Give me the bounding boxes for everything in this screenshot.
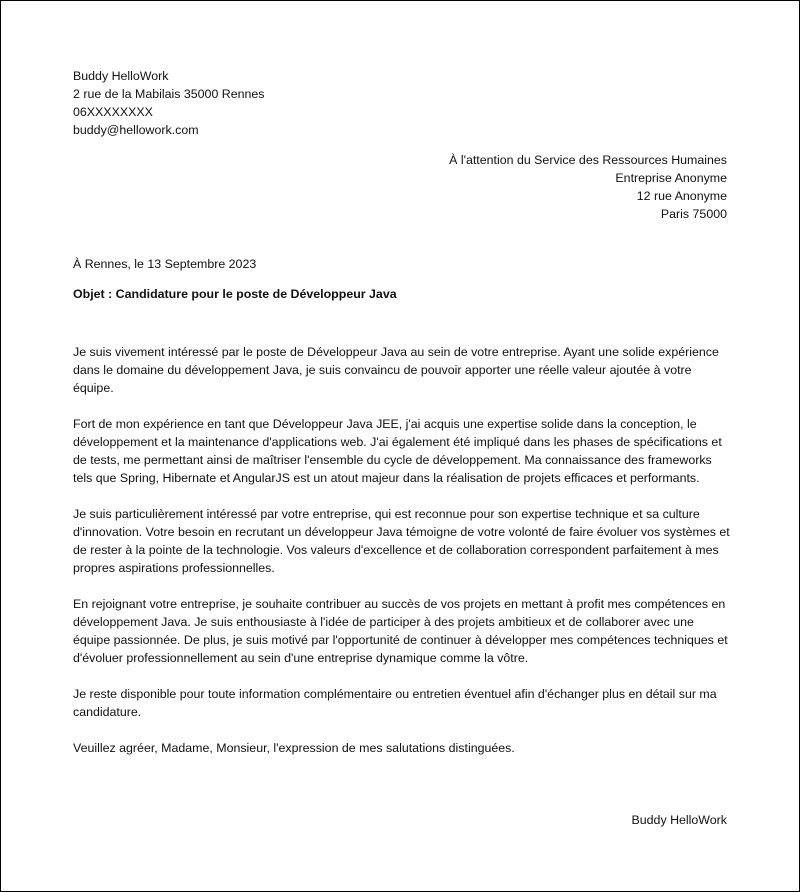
recipient-street: 12 rue Anonyme xyxy=(636,189,727,203)
sender-block xyxy=(73,67,265,139)
recipient-company: Entreprise Anonyme xyxy=(615,171,727,185)
letter-body xyxy=(73,343,733,775)
sender-phone: 06XXXXXXXX xyxy=(73,105,153,119)
body-paragraph-1: Je suis vivement intéressé par le poste de Développeur Java au sein de votre entreprise. Ayant une solide expérience dans le domaine du développement Java, je suis convaincu de pouvoir apporter une réelle valeur ajoutée à votre équipe. xyxy=(73,345,719,395)
signature: Buddy HelloWork xyxy=(631,813,727,827)
recipient-attention: À l'attention du Service des Ressources Humaines xyxy=(449,153,727,167)
sender-address: 2 rue de la Mabilais 35000 Rennes xyxy=(73,87,265,101)
body-paragraph-2: Fort de mon expérience en tant que Développeur Java JEE, j'ai acquis une expertise solide dans la conception, le développement et la maintenance d'applications web. J'ai également été impliqué dans les phases de spécifications et de tests, me permettant ainsi de maîtriser l'ensemble du cycle de développement. Ma connaissance des frameworks tels que Spring, Hibernate et AngularJS est un atout majeur dans la réalisation de projets efficaces et performants. xyxy=(73,417,722,485)
letter-date: À Rennes, le 13 Septembre 2023 xyxy=(73,257,257,271)
body-paragraph-3: Je suis particulièrement intéressé par votre entreprise, qui est reconnue pour son expertise technique et sa culture d'innovation. Votre besoin en recrutant un développeur Java témoigne de votre volonté de faire évoluer vos systèmes et de rester à la pointe de la technologie. Vos valeurs d'excellence et de collaboration correspondent parfaitement à mes propres aspirations professionnelles. xyxy=(73,507,730,575)
recipient-city: Paris 75000 xyxy=(660,207,727,221)
recipient-block xyxy=(449,151,727,223)
closing-formula: Veuillez agréer, Madame, Monsieur, l'expression de mes salutations distinguées. xyxy=(73,741,515,755)
sender-name: Buddy HelloWork xyxy=(73,69,169,83)
sender-email: buddy@hellowork.com xyxy=(73,123,199,137)
letter-subject: Objet : Candidature pour le poste de Développeur Java xyxy=(73,287,397,301)
body-paragraph-4: En rejoignant votre entreprise, je souhaite contribuer au succès de vos projets en mettant à profit mes compétences en développement Java. Je suis enthousiaste à l'idée de participer à des projets ambitieux et de collaborer avec une équipe passionnée. De plus, je suis motivé par l'opportunité de continuer à développer mes compétences techniques et d'évoluer professionnellement au sein d'une entreprise dynamique comme la vôtre. xyxy=(73,597,728,665)
body-paragraph-5: Je reste disponible pour toute information complémentaire ou entretien éventuel afin d'échanger plus en détail sur ma candidature. xyxy=(73,687,717,719)
